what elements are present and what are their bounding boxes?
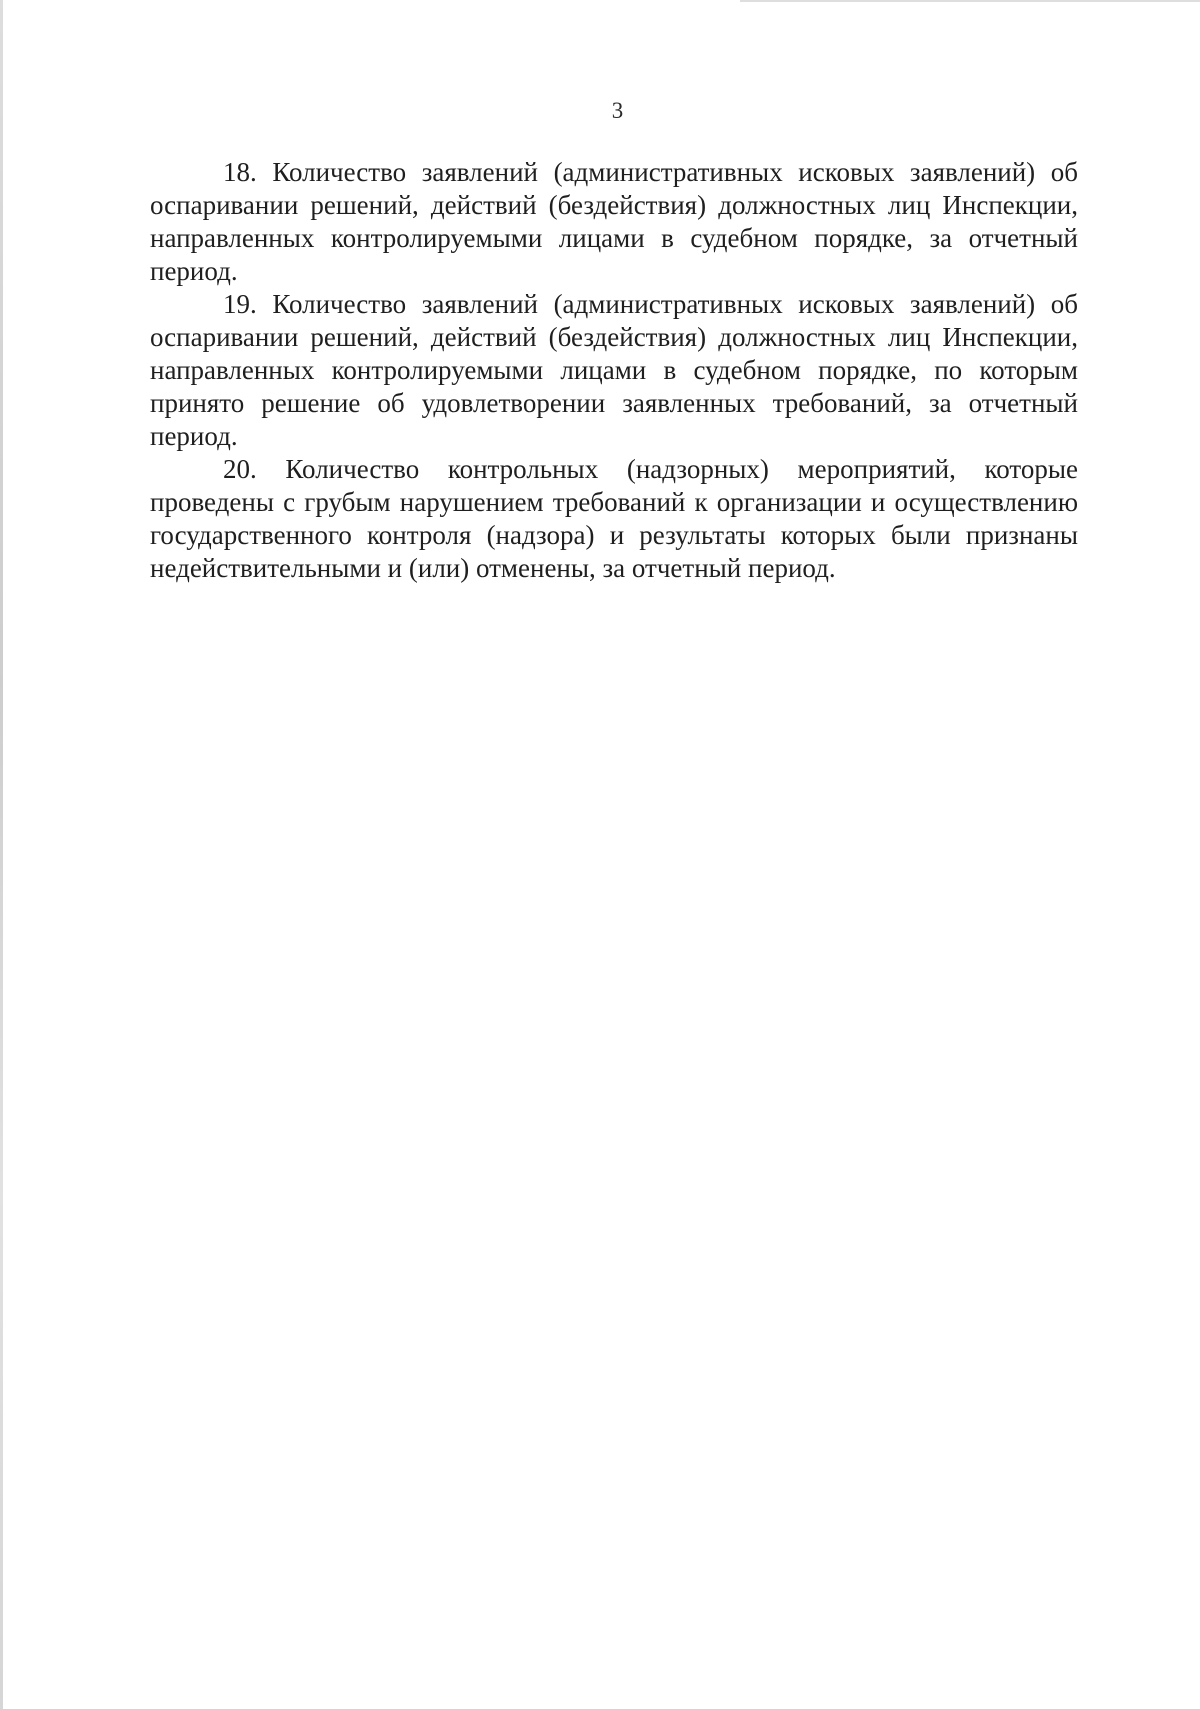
page-number: 3 — [611, 98, 624, 123]
paragraph-19: 19. Количество заявлений (административных исковых заявлений) об оспаривании решений, действий (бездействия) должностных лиц Инспекции, направленных контролируемыми лицами в судебном порядке, по которым принято решение об удовлетворении заявленных требований, за отчетный период. — [150, 289, 1078, 451]
paragraph-20: 20. Количество контрольных (надзорных) мероприятий, которые проведены с грубым нарушением требований к организации и осуществлению государственного контроля (надзора) и результаты которых были признаны недействительными и (или) отменены, за отчетный период. — [150, 454, 1078, 583]
document-body — [150, 156, 1078, 585]
scan-edge-top — [740, 0, 1200, 2]
scan-edge-left — [0, 0, 3, 1709]
paragraph-18: 18. Количество заявлений (административных исковых заявлений) об оспаривании решений, действий (бездействия) должностных лиц Инспекции, направленных контролируемыми лицами в судебном порядке, за отчетный период. — [150, 157, 1078, 286]
